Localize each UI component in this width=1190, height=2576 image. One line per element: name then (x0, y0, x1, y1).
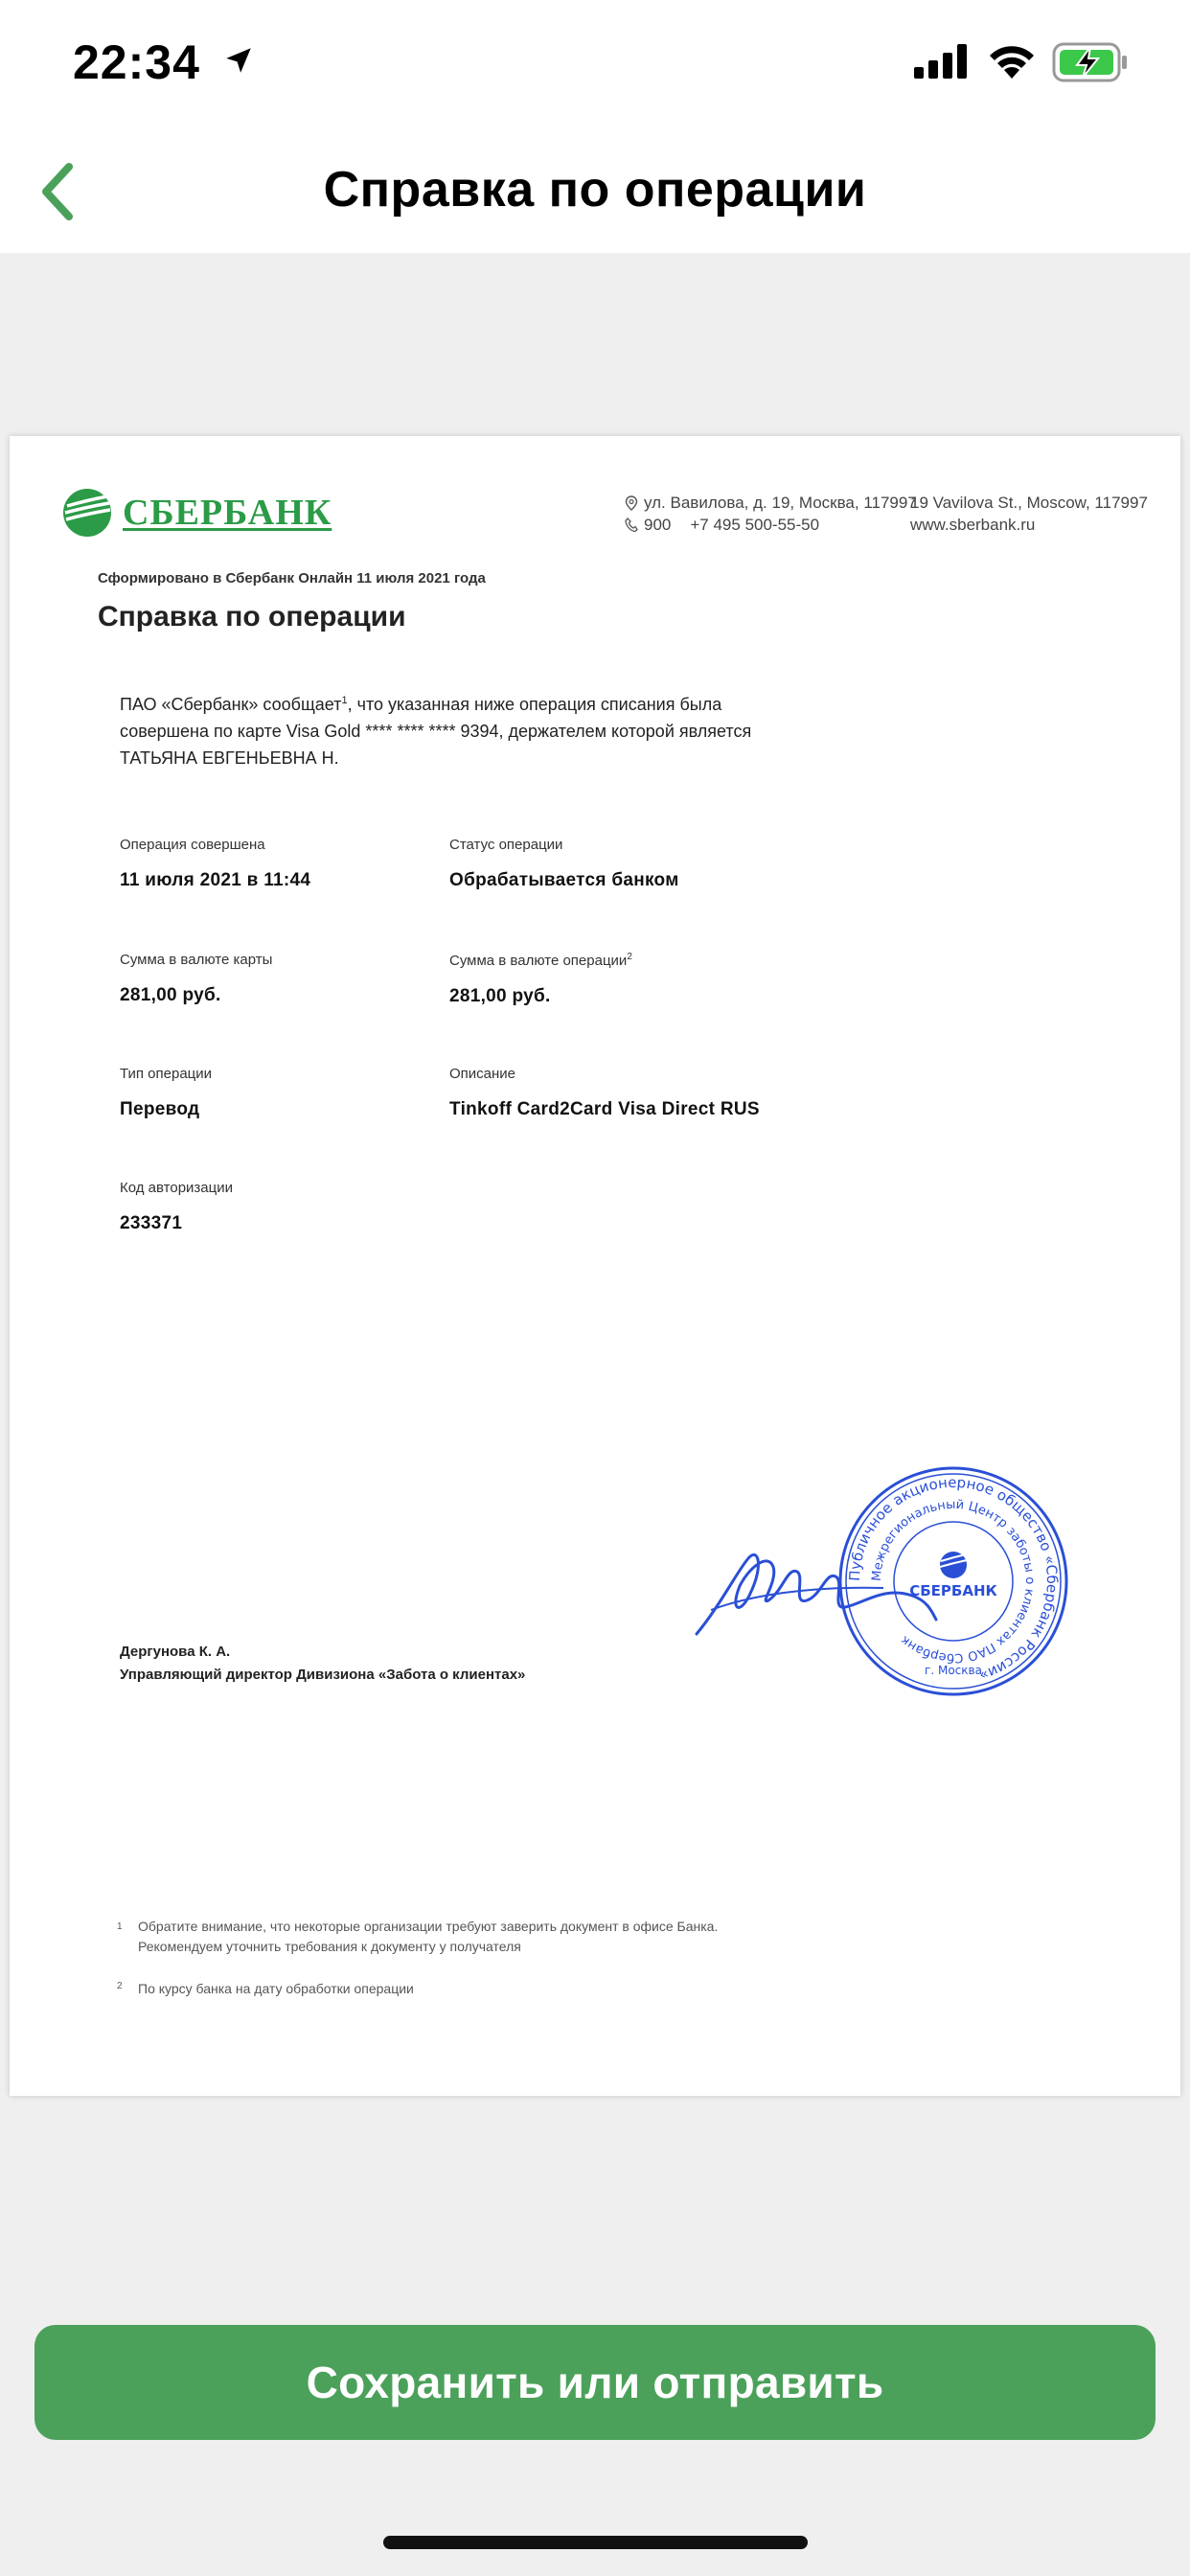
location-arrow-icon (222, 44, 255, 77)
sberbank-logo (61, 487, 332, 539)
battery-charging-icon (1052, 42, 1129, 82)
phone-full: +7 495 500-55-50 (690, 516, 820, 534)
svg-text:Межрегиональный Центр заботы о: Межрегиональный Центр заботы о клиентах ПАО Сбербанк (869, 1497, 1038, 1666)
address-ru: ул. Вавилова, д. 19, Москва, 117997 (644, 494, 917, 512)
page-title: Справка по операции (323, 162, 867, 218)
wifi-icon (987, 42, 1037, 80)
bank-address-ru (625, 492, 917, 536)
operation-certificate-document (10, 436, 1180, 2096)
signer-position: Управляющий директор Дивизиона «Забота о клиентах» (120, 1667, 526, 1683)
formed-note: Сформировано в Сбербанк Онлайн 11 июля 2021 года (98, 570, 486, 586)
navigation-bar (0, 134, 1190, 253)
status-bar (0, 0, 1190, 134)
field-card-amount: Сумма в валюте карты 281,00 руб. (120, 952, 273, 1005)
field-description: Описание Tinkoff Card2Card Visa Direct RUS (449, 1066, 760, 1119)
intro-paragraph: ПАО «Сбербанк» сообщает$^1$, что указанная ниже операция списания была совершена по карте Visa Gold **** **** **** 9394, держателем которой является ТАТЬЯНА ЕВГЕНЬЕВНА Н. (120, 695, 752, 768)
phone-icon (625, 518, 638, 533)
stamp-city-text: г. Москва (925, 1664, 982, 1677)
signal-icon (914, 44, 972, 79)
field-operation-date: Операция совершена 11 июля 2021 в 11:44 (120, 837, 311, 890)
phone-short: 900 (644, 516, 672, 534)
field-operation-type: Тип операции Перевод (120, 1066, 213, 1119)
bank-address-en (910, 492, 1148, 536)
home-indicator[interactable] (383, 2536, 808, 2549)
address-en: 19 Vavilova St., Moscow, 117997 (910, 494, 1148, 512)
signer-name: Дергунова К. А. (120, 1644, 231, 1660)
footnote-2: 2 По курсу банка на дату обработки операции (117, 1981, 414, 1996)
status-time: 22:34 (73, 35, 200, 89)
footnote-1: 1 Обратите внимание, что некоторые организации требуют заверить документ в офисе Банка. Рекомендуем уточнить требования к документу у получателя (117, 1919, 719, 1954)
website: www.sberbank.ru (910, 516, 1036, 534)
field-auth-code: Код авторизации 233371 (120, 1180, 233, 1233)
save-or-send-button[interactable]: Сохранить или отправить (34, 2325, 1156, 2440)
sberbank-logo-icon (61, 487, 113, 539)
stamp-logo-text: СБЕРБАНК (909, 1582, 997, 1599)
logo-text: СБЕРБАНК (123, 493, 332, 533)
field-operation-amount: Сумма в валюте операции$^2$ 281,00 руб. (449, 952, 632, 1006)
official-stamp (834, 1461, 1073, 1701)
field-operation-status: Статус операции Обрабатывается банком (449, 837, 679, 890)
svg-text:Публичное акционерное общество: Публичное акционерное общество «Сбербанк России» (845, 1473, 1062, 1685)
document-title: Справка по операции (98, 601, 406, 632)
location-pin-icon (625, 495, 638, 511)
